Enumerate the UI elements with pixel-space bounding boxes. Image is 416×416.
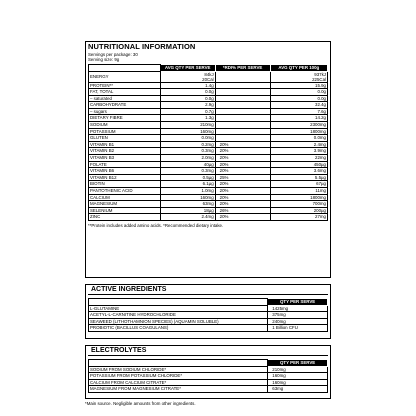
rdi-per-serve	[215, 128, 270, 135]
nutrient-name: SODIUM	[89, 122, 161, 129]
rdi-per-serve: 26%	[215, 207, 270, 214]
serving-size: Serving size: 9g	[88, 56, 120, 62]
avg-qty-per-serve: 0.7g	[160, 108, 215, 115]
nutrient-name: ZINC	[89, 214, 161, 221]
avg-qty-per-100g: 1800mg	[270, 128, 327, 135]
rdi-per-serve: 20%	[215, 168, 270, 175]
active-ingredients-title: ACTIVE INGREDIENTS	[88, 285, 328, 295]
header-rdi-per-serve: *RDI% PER SERVE	[215, 64, 270, 71]
avg-qty-per-100g: 1800mg	[270, 194, 327, 201]
servings-per-package: Servings per package: 30	[88, 51, 138, 57]
table-row	[89, 386, 328, 393]
avg-qty-per-100g: 14.2g	[270, 115, 327, 122]
avg-qty-per-100g: 15.9g	[270, 82, 327, 89]
avg-qty-per-100g: 0.0g	[270, 89, 327, 96]
avg-qty-per-serve: 0.5µg	[160, 174, 215, 181]
ingredient-name: SEAWEED (LITHOTHAMNION SPECIES) (AQUAMIN SOLUBLE)	[89, 318, 268, 325]
table-row	[89, 95, 328, 102]
table-row	[89, 122, 328, 129]
electrolytes-header-blank	[89, 360, 268, 367]
rdi-per-serve	[215, 108, 270, 115]
nutrient-name: VITAMIN B6	[89, 168, 161, 175]
table-row	[89, 174, 328, 181]
nutrient-name: PANTOTHENIC ACID	[89, 188, 161, 195]
avg-qty-per-serve: 160mg	[160, 128, 215, 135]
ingredient-name: SODIUM FROM SODIUM CHLORIDE*	[89, 366, 268, 373]
qty-per-serve: 160mg	[268, 379, 328, 386]
table-row	[89, 373, 328, 380]
qty-per-serve: 1 Billion CFU	[268, 325, 328, 332]
nutrient-name: DIETARY FIBRE	[89, 115, 161, 122]
nutrient-name: POTASSIUM	[89, 128, 161, 135]
avg-qty-per-serve: 1.4g	[160, 82, 215, 89]
qty-per-serve: 1425mg	[268, 305, 328, 312]
rdi-per-serve: 20%	[215, 188, 270, 195]
table-row-energy	[89, 71, 328, 82]
avg-qty-per-100g: 450µg	[270, 161, 327, 168]
nutrition-footnote: **Protein includes added amino acids. *Recommended dietary intake.	[88, 222, 224, 228]
avg-qty-per-100g: 11mg	[270, 188, 327, 195]
avg-qty-per-serve: 0.3mg	[160, 148, 215, 155]
rdi-per-serve	[215, 115, 270, 122]
table-row	[89, 194, 328, 201]
rdi-per-serve	[215, 82, 270, 89]
avg-qty-per-100g: 7.6g	[270, 108, 327, 115]
electrolytes-header-row	[89, 360, 328, 367]
rdi-per-serve	[215, 122, 270, 129]
table-row	[89, 325, 328, 332]
avg-qty-per-serve: 0.0g	[160, 95, 215, 102]
rdi-per-serve: 20%	[215, 155, 270, 162]
rdi-per-serve: 20%	[215, 181, 270, 188]
rdi-per-serve: 20%	[215, 214, 270, 221]
table-row	[89, 115, 328, 122]
ingredient-name: ACETYL-L-CARNITINE HYDROCHLORIDE	[89, 312, 268, 319]
ingredient-name: CALCIUM FROM CALCIUM CITRATE*	[89, 379, 268, 386]
header-blank	[89, 64, 161, 71]
qty-per-serve: 240mg	[268, 318, 328, 325]
nutrient-name: VITAMIN B3	[89, 155, 161, 162]
energy-per-100g	[270, 71, 327, 82]
avg-qty-per-serve: 1.0mg	[160, 188, 215, 195]
table-row	[89, 82, 328, 89]
avg-qty-per-100g: 0.0g	[270, 95, 327, 102]
rdi-per-serve	[215, 95, 270, 102]
active-ingredients-table	[88, 298, 328, 332]
energy-label: ENERGY	[89, 71, 161, 82]
avg-qty-per-100g: 2.4mg	[270, 141, 327, 148]
nutrient-name: GLUTEN	[89, 135, 161, 142]
nutrient-name: VITAMIN B12	[89, 174, 161, 181]
avg-qty-per-serve: 160mg	[160, 194, 215, 201]
table-row	[89, 161, 328, 168]
nutrition-title: NUTRITIONAL INFORMATION	[88, 42, 196, 51]
avg-qty-per-100g: 32.4g	[270, 102, 327, 109]
rdi-per-serve	[215, 135, 270, 142]
electrolytes-table	[88, 359, 328, 393]
table-row	[89, 128, 328, 135]
avg-qty-per-100g: 3.9mg	[270, 148, 327, 155]
table-row	[89, 168, 328, 175]
nutrient-name: BIOTIN	[89, 181, 161, 188]
nutrient-name: – saturated	[89, 95, 161, 102]
avg-qty-per-100g: 2300mg	[270, 122, 327, 129]
active-header-row	[89, 299, 328, 306]
avg-qty-per-serve: 2.4mg	[160, 214, 215, 221]
table-row	[89, 379, 328, 386]
table-row	[89, 188, 328, 195]
nutrient-name: PROTEIN**	[89, 82, 161, 89]
active-header-blank	[89, 299, 268, 306]
table-row	[89, 102, 328, 109]
avg-qty-per-serve: 18µg	[160, 207, 215, 214]
avg-qty-per-100g: 27mg	[270, 214, 327, 221]
electrolytes-footnote: *Main source. Negligible amounts from other ingredients.	[85, 401, 196, 406]
header-avg-qty-per-serve: AVG QTY PER SERVE	[160, 64, 215, 71]
avg-qty-per-100g: 3.6mg	[270, 168, 327, 175]
nutrition-table	[88, 64, 328, 221]
energy-100g-kj: 937kJ	[314, 71, 326, 77]
nutrient-name: SELENIUM	[89, 207, 161, 214]
header-avg-qty-per-100g: AVG QTY PER 100g	[270, 64, 327, 71]
table-row	[89, 108, 328, 115]
electrolytes-panel	[85, 345, 331, 399]
table-row	[89, 89, 328, 96]
nutrition-panel	[85, 41, 331, 278]
avg-qty-per-100g: 700mg	[270, 201, 327, 208]
avg-qty-per-serve: 0.3mg	[160, 168, 215, 175]
rdi-per-serve: 20%	[215, 194, 270, 201]
energy-100g-cal: 225Cal	[312, 76, 326, 82]
avg-qty-per-100g: 200µg	[270, 207, 327, 214]
avg-qty-per-100g: 5.5µg	[270, 174, 327, 181]
energy-rdi	[215, 71, 270, 82]
rdi-per-serve	[215, 89, 270, 96]
ingredient-name: MAGNESIUM FROM MAGNESIUM CITRATE*	[89, 386, 268, 393]
qty-per-serve: 160mg	[268, 373, 328, 380]
avg-qty-per-serve: 2.0mg	[160, 155, 215, 162]
electrolytes-header-qty: QTY PER SERVE	[268, 360, 328, 367]
qty-per-serve: 375mg	[268, 312, 328, 319]
rdi-per-serve: 20%	[215, 148, 270, 155]
avg-qty-per-100g: 67µg	[270, 181, 327, 188]
table-row	[89, 305, 328, 312]
table-row	[89, 214, 328, 221]
nutrient-name: CALCIUM	[89, 194, 161, 201]
table-row	[89, 135, 328, 142]
nutrient-name: MAGNESIUM	[89, 201, 161, 208]
avg-qty-per-serve: 210mg	[160, 122, 215, 129]
nutrient-name: CARBOHYDRATE	[89, 102, 161, 109]
nutrient-name: VITAMIN B2	[89, 148, 161, 155]
table-row	[89, 181, 328, 188]
rdi-per-serve: 20%	[215, 201, 270, 208]
nutrient-name: FAT, TOTAL	[89, 89, 161, 96]
avg-qty-per-serve: 0.0mg	[160, 135, 215, 142]
avg-qty-per-serve: 1.3g	[160, 115, 215, 122]
table-row	[89, 366, 328, 373]
ingredient-name: PROBIOTIC (BACILLUS COAGULANS)	[89, 325, 268, 332]
avg-qty-per-100g: 22mg	[270, 155, 327, 162]
ingredient-name: L-GLUTAMINE	[89, 305, 268, 312]
avg-qty-per-serve: 2.9g	[160, 102, 215, 109]
active-ingredients-panel	[85, 284, 331, 339]
rdi-per-serve	[215, 102, 270, 109]
table-row	[89, 141, 328, 148]
nutrient-name: FOLATE	[89, 161, 161, 168]
nutrition-header-row	[89, 64, 328, 71]
ingredient-name: POTASSIUM FROM POTASSIUM CHLORIDE*	[89, 373, 268, 380]
avg-qty-per-serve: 0.2mg	[160, 141, 215, 148]
qty-per-serve: 63mg	[268, 386, 328, 393]
table-row	[89, 207, 328, 214]
table-row	[89, 148, 328, 155]
avg-qty-per-serve: 63mg	[160, 201, 215, 208]
energy-serve-cal: 20Cal	[202, 76, 214, 82]
avg-qty-per-100g: 0.0mg	[270, 135, 327, 142]
avg-qty-per-serve: 6.1µg	[160, 181, 215, 188]
nutrition-label-sheet	[85, 41, 331, 407]
energy-serve-kj: 84kJ	[204, 71, 214, 77]
rdi-per-serve: 20%	[215, 141, 270, 148]
qty-per-serve: 210mg	[268, 366, 328, 373]
avg-qty-per-serve: 0.0g	[160, 89, 215, 96]
table-row	[89, 318, 328, 325]
table-row	[89, 312, 328, 319]
nutrient-name: VITAMIN B1	[89, 141, 161, 148]
table-row	[89, 155, 328, 162]
rdi-per-serve: 25%	[215, 174, 270, 181]
electrolytes-title: ELECTROLYTES	[88, 346, 328, 356]
table-row	[89, 201, 328, 208]
avg-qty-per-serve: 40µg	[160, 161, 215, 168]
energy-per-serve	[160, 71, 215, 82]
nutrient-name: – sugars	[89, 108, 161, 115]
rdi-per-serve: 20%	[215, 161, 270, 168]
active-header-qty: QTY PER SERVE	[268, 299, 328, 306]
